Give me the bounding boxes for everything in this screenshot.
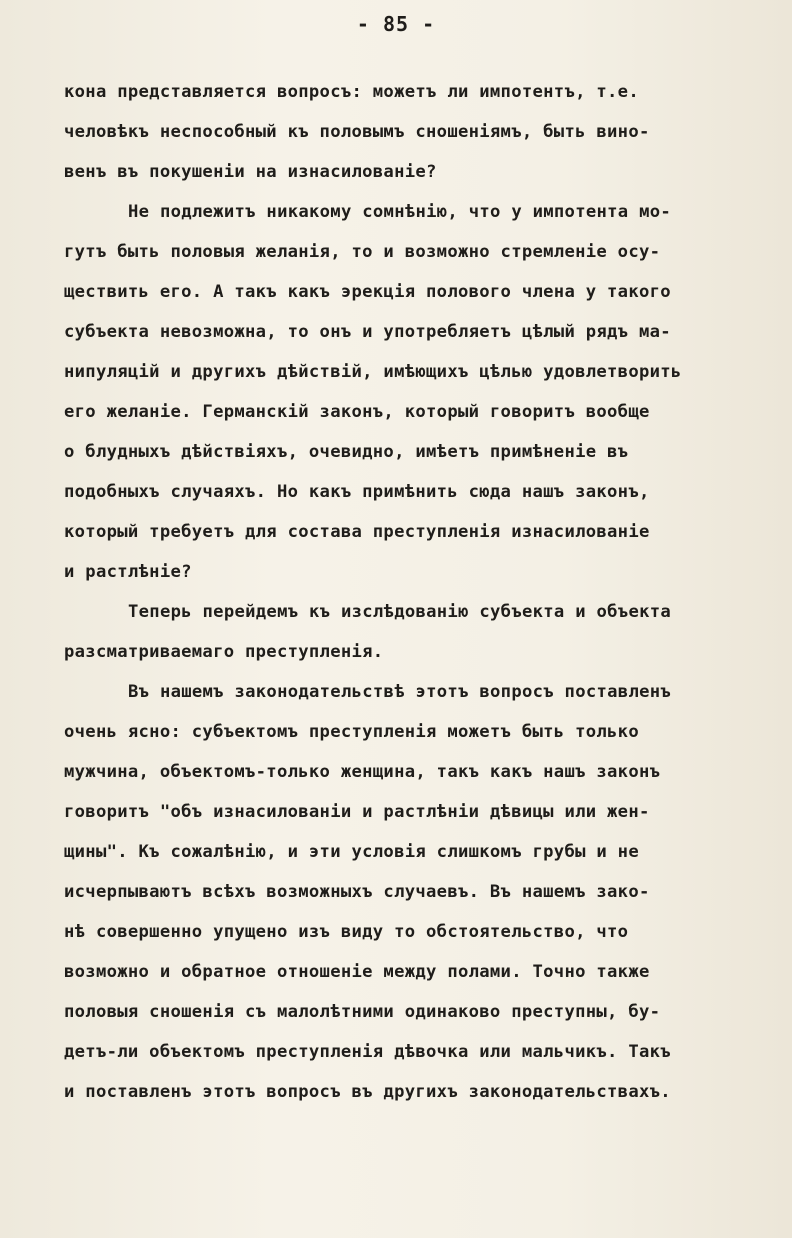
text-line: половыя сношенія съ малолѣтними одинаково преступны, бу- xyxy=(64,1002,661,1022)
text-line: и поставленъ этотъ вопросъ въ другихъ законодательствахъ. xyxy=(64,1082,671,1102)
document-body xyxy=(64,72,792,1112)
text-line: который требуетъ для состава преступленія изнасилованіе xyxy=(64,522,650,542)
text-line: субъекта невозможна, то онъ и употребляетъ цѣлый рядъ ма- xyxy=(64,322,671,342)
text-line: кона представляется вопросъ: можетъ ли импотентъ, т.е. xyxy=(64,82,639,102)
text-line: его желаніе. Германскій законъ, который говоритъ вообще xyxy=(64,402,650,422)
text-line: и растлѣніе? xyxy=(64,562,192,582)
text-line: исчерпываютъ всѣхъ возможныхъ случаевъ. Въ нашемъ зако- xyxy=(64,882,650,902)
text-line: детъ-ли объектомъ преступленія дѣвочка или мальчикъ. Такъ xyxy=(64,1042,671,1062)
text-line: нѣ совершенно упущено изъ виду то обстоятельство, что xyxy=(64,922,629,942)
text-line: разсматриваемаго преступленія. xyxy=(64,642,384,662)
text-line: очень ясно: субъектомъ преступленія можетъ быть только xyxy=(64,722,639,742)
text-line: говоритъ "объ изнасилованіи и растлѣніи дѣвицы или жен- xyxy=(64,802,650,822)
paragraph-start-line: Не подлежитъ никакому сомнѣнію, что у импотента мо- xyxy=(128,202,672,222)
text-line: нипуляцій и другихъ дѣйствій, имѣющихъ цѣлью удовлетворить xyxy=(64,362,682,382)
text-line: щины". Къ сожалѣнію, и эти условія слишкомъ грубы и не xyxy=(64,842,639,862)
text-line: возможно и обратное отношеніе между полами. Точно также xyxy=(64,962,650,982)
text-line: гутъ быть половыя желанія, то и возможно стремленіе осу- xyxy=(64,242,661,262)
page-number: - 85 - xyxy=(356,12,436,36)
text-line: подобныхъ случаяхъ. Но какъ примѣнить сюда нашъ законъ, xyxy=(64,482,650,502)
paragraph-start-line: Въ нашемъ законодательствѣ этотъ вопросъ поставленъ xyxy=(128,682,672,702)
text-line: ществить его. А такъ какъ эрекція полового члена у такого xyxy=(64,282,671,302)
text-line: венъ въ покушеніи на изнасилованіе? xyxy=(64,162,437,182)
text-line: о блудныхъ дѣйствіяхъ, очевидно, имѣетъ примѣненіе въ xyxy=(64,442,629,462)
text-line: мужчина, объектомъ-только женщина, такъ какъ нашъ законъ xyxy=(64,762,661,782)
paragraph-start-line: Теперь перейдемъ къ изслѣдованію субъекта и объекта xyxy=(128,602,672,622)
text-line: человѣкъ неспособный къ половымъ сношеніямъ, быть вино- xyxy=(64,122,650,142)
